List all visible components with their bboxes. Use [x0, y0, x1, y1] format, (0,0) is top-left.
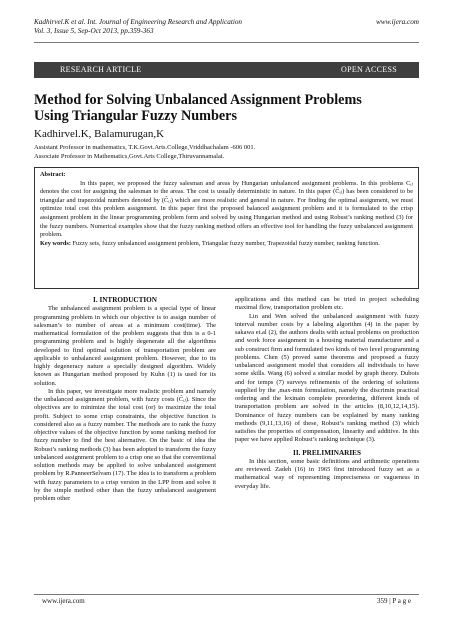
header-site-link[interactable]: www.ijera.com — [376, 18, 419, 26]
running-header-citation — [34, 18, 242, 36]
footer-divider — [34, 594, 419, 595]
author-list: Kadhirvel.K, Balamurugan,K — [34, 128, 165, 140]
research-article-label: RESEARCH ARTICLE — [60, 65, 142, 74]
page-number: 359 | P a g e — [377, 597, 411, 605]
section-2-heading: II. PRELIMINARIES — [293, 448, 361, 457]
intro-paragraph-2: In this paper, we investigate more realistic problem and namely the unbalanced assignment problem, with fuzzy costs (C̃ᵢⱼ). Since the objectives are to minimize the total cost (or) to maximize the total profit. Subject to some crisp constraints, the objective function is considered also as a fuzzy number. The methods are to rank the fuzzy objective values of the objective function by some ranking method for fuzzy number to find the best alternative. On the basic of idea the Robust’s ranking methods (3) has been adopted to transform the fuzzy unbalanced assignment problem to a crisp one so that the conventional solution methods may be applied to solve unbalanced assignment problem by R.PanneerSelvam (17). The idea is to transform a problem with fuzzy parameters to a crisp version in the LPP from and solve it by the simple method other than the fuzzy unbalanced assignment problem other — [34, 387, 216, 502]
right-column — [235, 296, 419, 491]
preliminaries-paragraph-1: In this section, some basic definitions and arithmetic operations are reviewed. Zadeh (16) in 1965 first introduced fuzzy set as a mathematical way of representing impreciseness or vagueness in everyday life. — [235, 457, 419, 490]
abstract-text: In this paper, we proposed the fuzzy salesman and areas by Hungarian unbalanced assignment problems. In this problems Cᵢⱼ denotes the cost for assigning the salesman to the areas. The cost is usually deterministic in nature. In this paper (C̃ᵢⱼ) has been considered to be triangular and trapezoidal numbers denoted by (C̃ᵢⱼ) which are more realistic and general in nature. For finding the optimal assignment, we must optimize total cost this problem assignment. In this paper first the proposed balanced assignment problem and it is formulated to the crisp assignment problem in the linear programming problem form and solved by using Hungarian method and using Robust’s ranking method (3) for the fuzzy numbers. Numerical examples show that the fuzzy ranking method offers an effective tool for handling the fuzzy unbalanced assignment problem. — [40, 179, 413, 239]
affiliation-2: Associate Professor in Mathematics,Govt.Arts College,Thiruvannamalai. — [34, 153, 225, 160]
citation-line-1: Kadhirvel.K et al. Int. Journal of Engineering Research and Application — [34, 18, 243, 26]
paper-title: Method for Solving Unbalanced Assignment Problems Using Triangular Fuzzy Numbers — [34, 92, 362, 124]
abstract-box — [34, 167, 419, 289]
affiliations — [34, 143, 255, 161]
intro-paragraph-1: The unbalanced assignment problem is a special type of linear programming problem in which our objective is to assign number of salesman’s to number of areas at a minimum cost(time). The mathematical formulation of the problem suggests that this is a 0-1 programming problem and is highly degenerate all the algorithms developed to find optimal solution of transportation problem are applicable to unbalanced assignment problem. However, due to its highly degeneracy nature a specially designed algorithm. Widely known as Hungarian method proposed by Kuhn (1) is used for its solution. — [34, 305, 216, 387]
abstract-label: Abstract: — [40, 171, 66, 178]
intro-paragraph-4: Lin and Wen solved the unbalanced assignment with fuzzy interval number costs by a labeling algorithm (4) in the paper by sakawa et.al (2), the authors dealts with actual problems on production and work force assignment in a housing material manufacturer and a sub construct firm and formulated two kinds of two level programming problems. Chen (5) proved same theorems and proposed a fuzzy unbalanced assignment model that considers all individuals to have some skills. Wang (6) solved a similar model by graph theory. Dubois and for temps (7) surveys refinements of the ordering of solutions supplied by the ,max-min formulation, namely the discrimin practical ordering and the lexinain complete preordering, different kinds of transportation problem are solved in the articles (8,10,12,14,15). Dominance of fuzzy numbers can be explained by many ranking methods (9,11,13,16) of these, Robust’s ranking method (3) which satisfies the properties of compensation, linearity and additive. In this paper we have applied Robust’s ranking technique (3). — [235, 312, 419, 444]
footer-site-link[interactable]: www.ijera.com — [42, 597, 85, 605]
open-access-label: OPEN ACCESS — [341, 65, 397, 74]
affiliation-1: Assistant Professor in mathematics, T.K.Govt.Arts.College,Vriddhachalam -606 001. — [34, 144, 256, 151]
article-type-band — [34, 62, 419, 78]
left-column — [34, 296, 216, 503]
header-divider — [34, 42, 419, 43]
keywords-text: Fuzzy sets, fuzzy unbalanced assignment problem, Triangular fuzzy number, Trapezoidal fuzzy number, ranking function. — [72, 239, 380, 247]
section-1-heading: I. INTRODUCTION — [93, 296, 157, 304]
keywords-label: Key words: — [40, 239, 71, 247]
citation-line-2: Vol. 3, Issue 5, Sep-Oct 2013, pp.359-363 — [34, 27, 154, 35]
intro-paragraph-3: applications and this method can be tried in project scheduling maximal flow, transportation problem etc. — [235, 296, 419, 312]
